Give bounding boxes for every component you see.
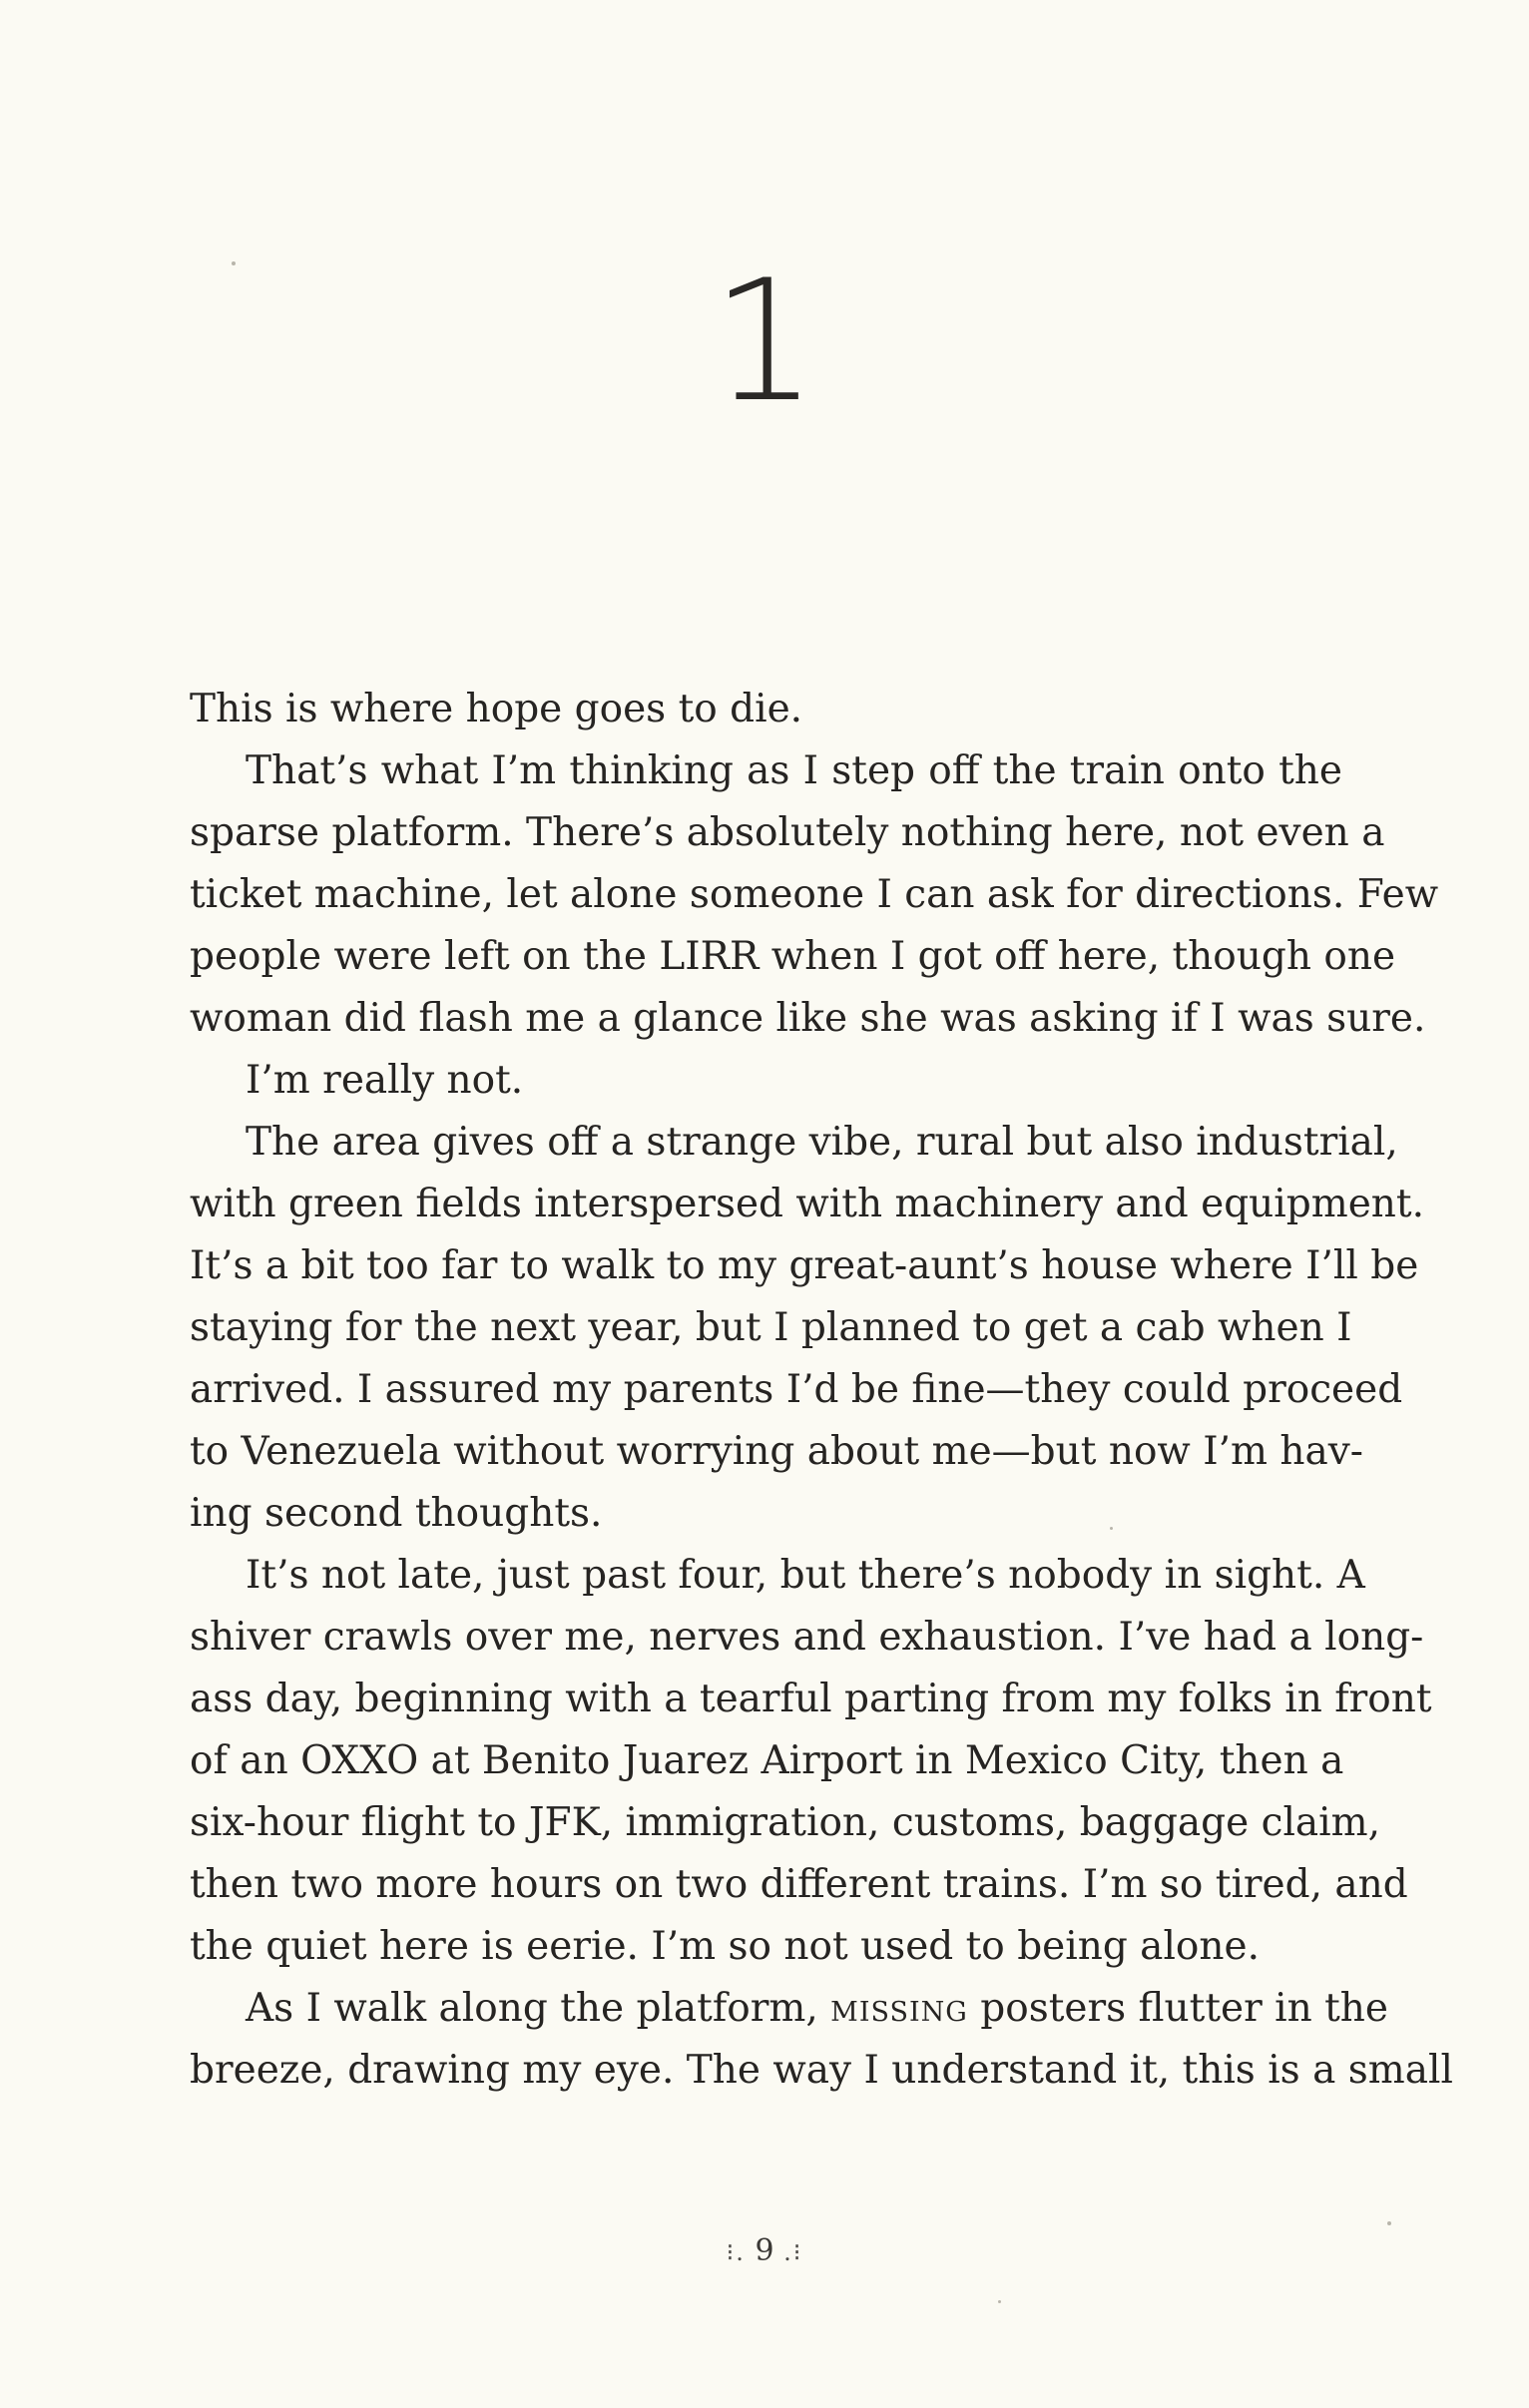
scan-speck xyxy=(998,2300,1001,2303)
text-line: It’s a bit too far to walk to my great-aunt’s house where I’ll be xyxy=(190,1243,1419,1288)
scan-speck xyxy=(1110,1527,1113,1530)
text-line: That’s what I’m thinking as I step off the train onto the xyxy=(246,748,1342,793)
paragraph xyxy=(190,1978,1453,2102)
paragraph xyxy=(190,1545,1432,1978)
text-line: sparse platform. There’s absolutely nothing here, not even a xyxy=(190,810,1385,855)
paragraph xyxy=(190,679,1342,740)
folio-ornament-left-icon: ⁝. xyxy=(726,2238,746,2266)
text-line: then two more hours on two different trains. I’m so tired, and xyxy=(190,1862,1408,1907)
paragraph xyxy=(190,740,1439,1050)
text-line: ing second thoughts. xyxy=(190,1491,603,1536)
folio-ornament-right-icon: .⁝ xyxy=(783,2238,803,2266)
paragraph xyxy=(190,1112,1424,1545)
page-footer xyxy=(0,2233,1529,2268)
text-line: ticket machine, let alone someone I can ask for directions. Few xyxy=(190,872,1439,917)
scan-speck xyxy=(232,261,236,265)
body-text xyxy=(190,679,1453,2102)
missing-smallcaps: missing xyxy=(830,1986,968,2031)
text-line: This is where hope goes to die. xyxy=(190,687,803,731)
paragraph xyxy=(190,1050,1342,1112)
text-line: of an OXXO at Benito Juarez Airport in Mexico City, then a xyxy=(190,1738,1344,1783)
chapter-number: 1 xyxy=(711,243,818,439)
text-line: woman did flash me a glance like she was asking if I was sure. xyxy=(190,996,1426,1041)
text-line: people were left on the LIRR when I got off here, though one xyxy=(190,934,1396,979)
text-line: breeze, drawing my eye. The way I understand it, this is a small xyxy=(190,2048,1453,2093)
text-line: The area gives off a strange vibe, rural but also industrial, xyxy=(246,1120,1398,1165)
text-line xyxy=(190,1978,1388,2040)
text-line: It’s not late, just past four, but there’s nobody in sight. A xyxy=(246,1553,1365,1598)
text-line: ass day, beginning with a tearful parting from my folks in front xyxy=(190,1677,1432,1721)
text-line: to Venezuela without worrying about me—but now I’m hav- xyxy=(190,1429,1363,1474)
text-run: posters flutter in the xyxy=(967,1986,1388,2031)
text-line: with green fields interspersed with machinery and equipment. xyxy=(190,1182,1424,1226)
page-number: 9 xyxy=(755,2233,774,2268)
text-line: the quiet here is eerie. I’m so not used to being alone. xyxy=(190,1924,1260,1969)
text-line: shiver crawls over me, nerves and exhaustion. I’ve had a long- xyxy=(190,1615,1424,1660)
text-line: staying for the next year, but I planned to get a cab when I xyxy=(190,1305,1352,1350)
text-run: As I walk along the platform, xyxy=(246,1986,831,2031)
text-line: six-hour flight to JFK, immigration, customs, baggage claim, xyxy=(190,1800,1381,1845)
scan-speck xyxy=(1387,2221,1391,2225)
text-line: arrived. I assured my parents I’d be fine—they could proceed xyxy=(190,1367,1403,1412)
text-line: I’m really not. xyxy=(246,1058,524,1103)
